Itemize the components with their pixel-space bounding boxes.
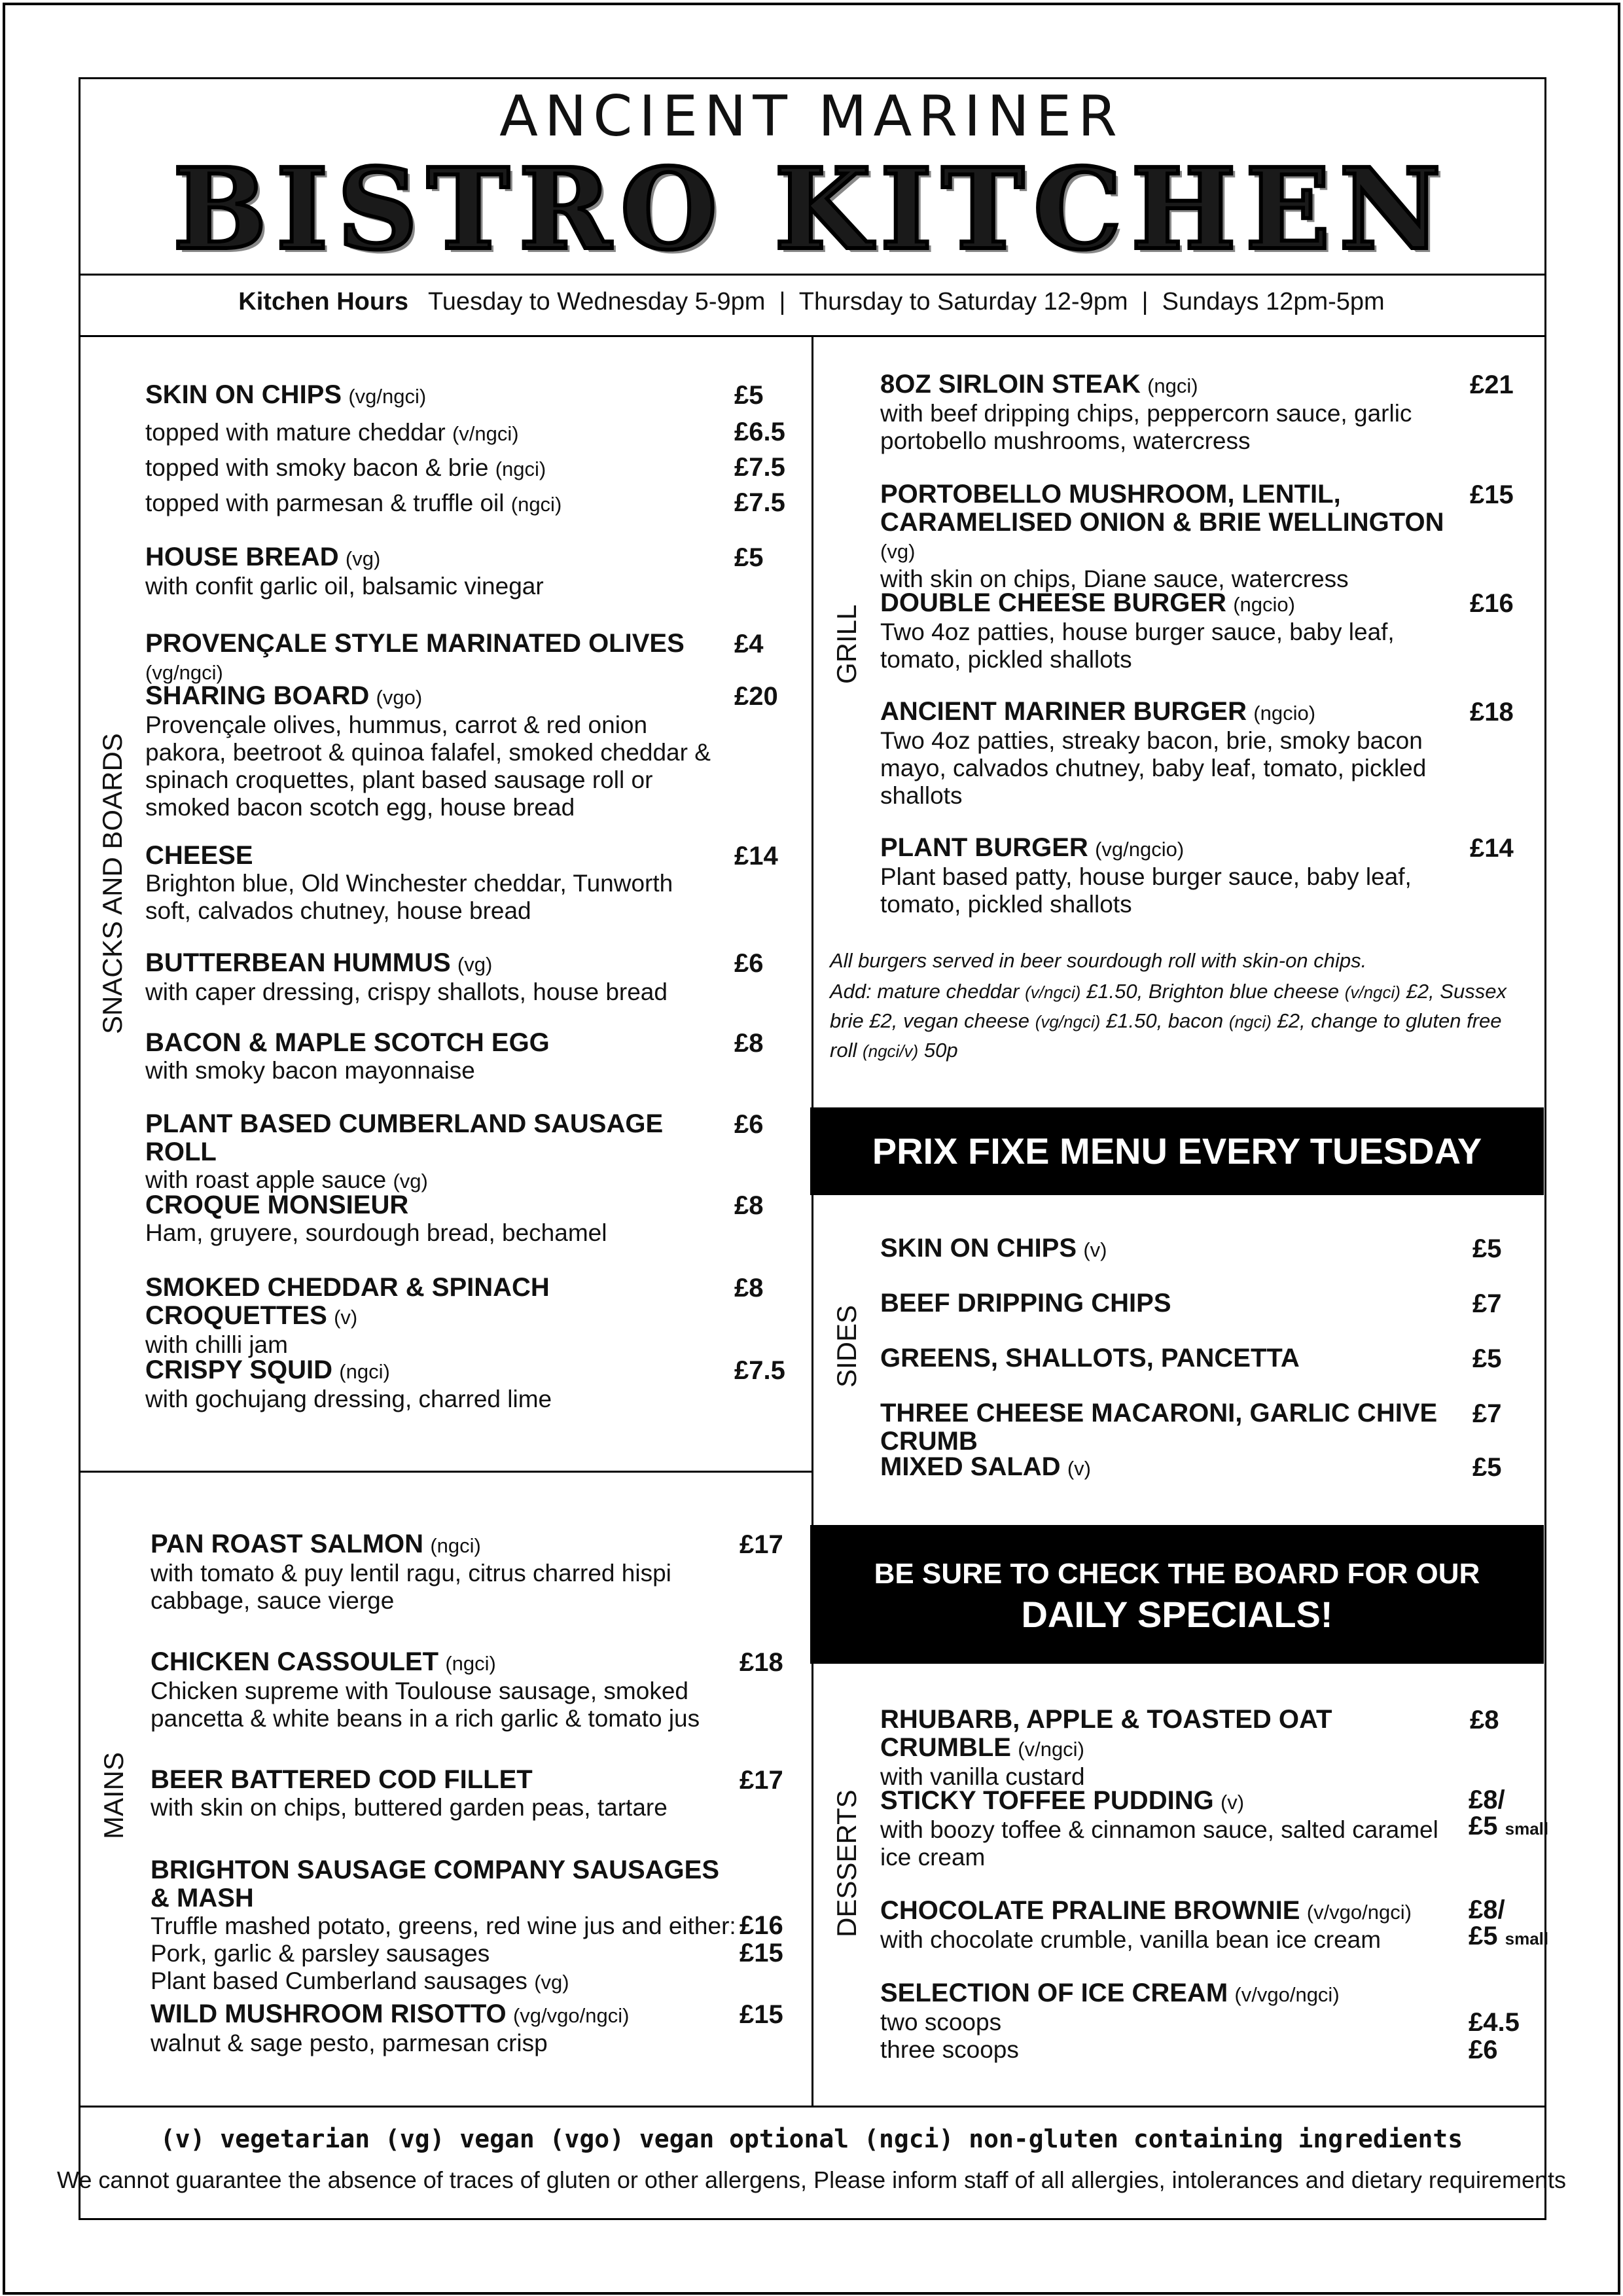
menu-item: SELECTION OF ICE CREAM (v/vgo/ngci) two scoops three scoops bbox=[880, 1979, 1340, 2063]
section-label-mains: MAINS bbox=[98, 1751, 129, 1839]
menu-item: BACON & MAPLE SCOTCH EGG with smoky bacon mayonnaise bbox=[145, 1028, 550, 1084]
menu-item-price: £17 bbox=[740, 1766, 783, 1795]
divider-columns bbox=[812, 335, 813, 2106]
menu-item: 8OZ SIRLOIN STEAK (ngci) with beef dripping chips, peppercorn sauce, garlic portobello mushrooms, watercress bbox=[880, 370, 1412, 454]
menu-item: BEEF DRIPPING CHIPS bbox=[880, 1289, 1171, 1318]
menu-item-option: topped with parmesan & truffle oil (ngci) bbox=[145, 490, 562, 516]
menu-item-price: £7 bbox=[1472, 1289, 1502, 1318]
menu-item-price: £7.5 bbox=[734, 453, 785, 482]
menu-item-price: £8/ £5 small bbox=[1469, 1895, 1549, 1950]
menu-item-price: £8 bbox=[1470, 1706, 1499, 1734]
menu-item: BEER BATTERED COD FILLET with skin on chips, buttered garden peas, tartare bbox=[151, 1765, 668, 1821]
kitchen-hours-label: Kitchen Hours bbox=[238, 288, 408, 315]
section-label-sides: SIDES bbox=[831, 1304, 862, 1388]
menu-item-price: £5 bbox=[1472, 1453, 1502, 1482]
menu-item-price: £16 bbox=[1470, 589, 1514, 618]
daily-specials-banner: BE SURE TO CHECK THE BOARD FOR OUR DAILY SPECIALS! bbox=[810, 1525, 1544, 1664]
menu-item-price: £5 bbox=[734, 543, 764, 572]
menu-item-price: £7.5 bbox=[734, 1356, 785, 1385]
menu-item-price: £21 bbox=[1470, 370, 1514, 399]
menu-item-price: £6 bbox=[734, 1110, 764, 1139]
menu-item-price: £16 bbox=[740, 1911, 783, 1940]
menu-item-price: £6.5 bbox=[734, 418, 785, 446]
dietary-legend: (v) vegetarian (vg) vegan (vgo) vegan optional (ngci) non-gluten containing ingredients bbox=[160, 2125, 1463, 2153]
menu-item-price: £14 bbox=[1470, 834, 1514, 863]
section-label-desserts: DESSERTS bbox=[831, 1789, 862, 1937]
menu-item-price: £20 bbox=[734, 682, 778, 711]
burger-note: All burgers served in beer sourdough roll with skin-on chips. Add: mature cheddar (v/ngci) £1.50, Brighton blue cheese (v/ngci) £2, Sussex brie £2, vegan cheese (vg/ngci) £1.50, bacon (ngci) £2, change to gluten free roll (ngci/v) 50p bbox=[830, 949, 1507, 1062]
menu-item: GREENS, SHALLOTS, PANCETTA bbox=[880, 1344, 1300, 1372]
section-label-grill: GRILL bbox=[831, 604, 862, 684]
menu-item: PAN ROAST SALMON (ngci) with tomato & puy lentil ragu, citrus charred hispi cabbage, sauce vierge bbox=[151, 1530, 671, 1614]
allergen-disclaimer: We cannot guarantee the absence of traces of gluten or other allergens, Please inform staff of all allergies, intolerances and dietary requirements bbox=[56, 2166, 1566, 2193]
menu-item: CHICKEN CASSOULET (ngci) Chicken supreme with Toulouse sausage, smoked pancetta & white beans in a rich garlic & tomato jus bbox=[151, 1647, 700, 1732]
menu-item-price: £14 bbox=[734, 842, 778, 870]
menu-item-price: £4 bbox=[734, 630, 764, 658]
menu-item-price: £5 bbox=[734, 381, 764, 410]
menu-item: WILD MUSHROOM RISOTTO (vg/vgo/ngci) walnut & sage pesto, parmesan crisp bbox=[151, 2000, 630, 2056]
kitchen-hours bbox=[0, 288, 1623, 316]
menu-item: CHEESE Brighton blue, Old Winchester cheddar, Tunworth soft, calvados chutney, house bread bbox=[145, 841, 673, 924]
menu-item-price: £8 bbox=[734, 1274, 764, 1302]
menu-item-price: £8 bbox=[734, 1029, 764, 1058]
page-title: BISTRO KITCHEN bbox=[173, 144, 1450, 275]
menu-item: SKIN ON CHIPS (vg/ngci) bbox=[145, 380, 427, 409]
menu-item-price: £18 bbox=[1470, 698, 1514, 726]
menu-item: CHOCOLATE PRALINE BROWNIE (v/vgo/ngci) with chocolate crumble, vanilla bean ice cream bbox=[880, 1896, 1412, 1953]
menu-item: DOUBLE CHEESE BURGER (ngcio) Two 4oz patties, house burger sauce, baby leaf, tomato, pickled shallots bbox=[880, 588, 1395, 673]
menu-item-price: £7.5 bbox=[734, 488, 785, 517]
menu-item-option: topped with smoky bacon & brie (ngci) bbox=[145, 454, 546, 481]
menu-item-price: £15 bbox=[1470, 480, 1514, 509]
menu-item-price: £7 bbox=[1472, 1399, 1502, 1428]
menu-item: BUTTERBEAN HUMMUS (vg) with caper dressing, crispy shallots, house bread bbox=[145, 948, 668, 1005]
menu-item: PLANT BURGER (vg/ngcio) Plant based patty, house burger sauce, baby leaf, tomato, pickled shallots bbox=[880, 833, 1412, 918]
menu-item: ANCIENT MARINER BURGER (ngcio) Two 4oz patties, streaky bacon, brie, smoky bacon mayo, calvados chutney, baby leaf, tomato, pickled shallots bbox=[880, 697, 1427, 809]
menu-item-price: £15 bbox=[740, 1939, 783, 1967]
menu-item-price: £8 bbox=[734, 1191, 764, 1220]
kitchen-hours-text: Tuesday to Wednesday 5-9pm | Thursday to Saturday 12-9pm | Sundays 12pm-5pm bbox=[428, 288, 1385, 315]
prix-fixe-banner: PRIX FIXE MENU EVERY TUESDAY bbox=[810, 1107, 1544, 1195]
menu-item-price: £6 bbox=[1469, 2036, 1498, 2064]
menu-item: CROQUE MONSIEUR Ham, gruyere, sourdough bread, bechamel bbox=[145, 1191, 607, 1246]
menu-item-price: £18 bbox=[740, 1648, 783, 1677]
menu-item: MIXED SALAD (v) bbox=[880, 1452, 1092, 1481]
menu-item: PORTOBELLO MUSHROOM, LENTIL, CARAMELISED ONION & BRIE WELLINGTON (vg) with skin on chips, Diane sauce, watercress bbox=[880, 480, 1444, 592]
menu-item-price: £4.5 bbox=[1469, 2008, 1520, 2037]
divider-footer bbox=[79, 2106, 1544, 2108]
menu-item: THREE CHEESE MACARONI, GARLIC CHIVE CRUMB bbox=[880, 1399, 1438, 1456]
menu-item: SKIN ON CHIPS (v) bbox=[880, 1234, 1107, 1263]
menu-item-price: £17 bbox=[740, 1530, 783, 1559]
menu-item-price: £5 bbox=[1472, 1344, 1502, 1373]
menu-item: SHARING BOARD (vgo) Provençale olives, hummus, carrot & red onion pakora, beetroot & quinoa falafel, smoked cheddar & spinach croquettes, plant based sausage roll or smoked bacon scotch egg, house bread bbox=[145, 681, 711, 821]
menu-item: HOUSE BREAD (vg) with confit garlic oil, balsamic vinegar bbox=[145, 543, 544, 600]
divider-snacks-mains bbox=[79, 1471, 812, 1473]
menu-item: STICKY TOFFEE PUDDING (v) with boozy toffee & cinnamon sauce, salted caramel ice cream bbox=[880, 1786, 1438, 1871]
section-label-snacks: SNACKS AND BOARDS bbox=[97, 733, 128, 1034]
menu-item: CRISPY SQUID (ngci) with gochujang dressing, charred lime bbox=[145, 1355, 552, 1412]
brand-name: ANCIENT MARINER bbox=[499, 84, 1124, 149]
menu-item-option: topped with mature cheddar (v/ngci) bbox=[145, 419, 519, 446]
menu-item: PROVENÇALE STYLE MARINATED OLIVES (vg/ngci) bbox=[145, 629, 685, 684]
menu-item: PLANT BASED CUMBERLAND SAUSAGE ROLL with roast apple sauce (vg) bbox=[145, 1109, 664, 1193]
menu-item-price: £6 bbox=[734, 949, 764, 978]
menu-item-price: £8/ £5 small bbox=[1469, 1785, 1549, 1840]
menu-item-price: £5 bbox=[1472, 1234, 1502, 1263]
menu-item: SMOKED CHEDDAR & SPINACH CROQUETTES (v) with chilli jam bbox=[145, 1273, 550, 1358]
menu-item: BRIGHTON SAUSAGE COMPANY SAUSAGES & MASH Truffle mashed potato, greens, red wine jus and either: Pork, garlic & parsley sausages Plant based Cumberland sausages (vg) bbox=[151, 1856, 736, 1994]
menu-item-price: £15 bbox=[740, 2000, 783, 2029]
menu-item: RHUBARB, APPLE & TOASTED OAT CRUMBLE (v/ngci) with vanilla custard bbox=[880, 1705, 1332, 1790]
